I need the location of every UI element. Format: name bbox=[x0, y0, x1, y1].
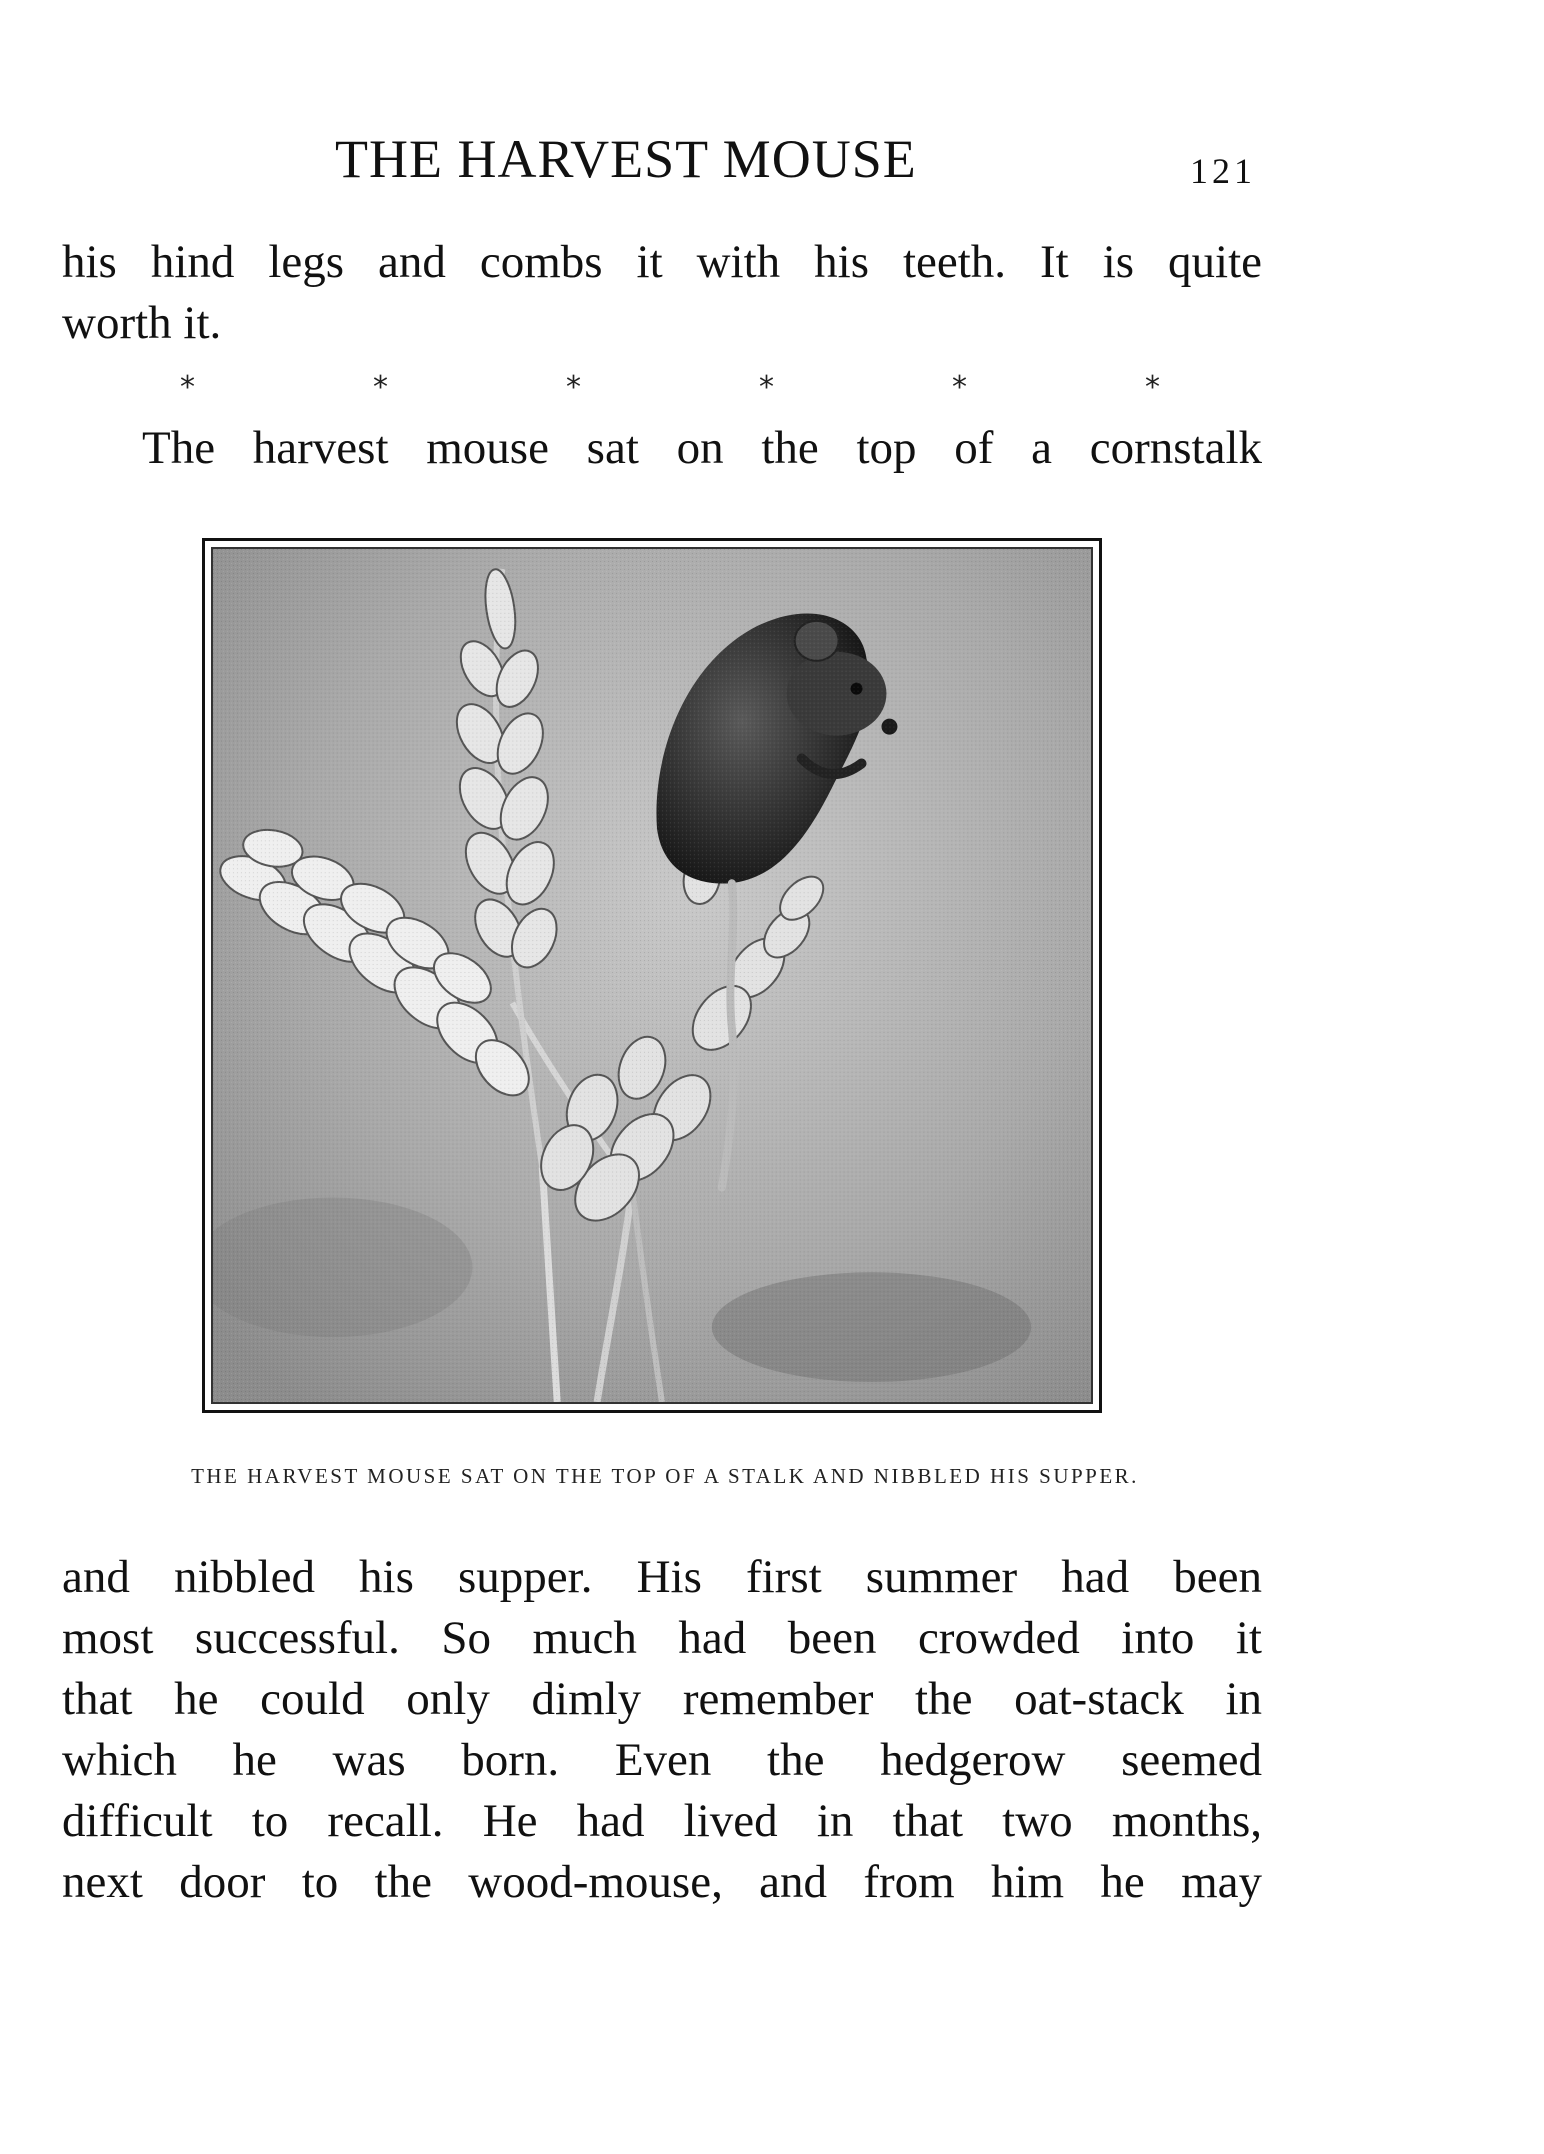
asterisk: * bbox=[373, 370, 388, 405]
asterisk: * bbox=[759, 370, 774, 405]
harvest-mouse-photo bbox=[211, 547, 1093, 1404]
asterisk: * bbox=[180, 370, 195, 405]
asterisk: * bbox=[1145, 370, 1160, 405]
top-paragraph bbox=[62, 232, 1262, 354]
paragraph-opening-line: The harvest mouse sat on the top of a cornstalk bbox=[142, 422, 1262, 474]
text-line: difficult to recall. He had lived in that two months, bbox=[62, 1795, 1262, 1847]
harvest-mouse-illustration bbox=[213, 549, 1091, 1402]
photo-plate-frame bbox=[202, 538, 1102, 1413]
text-line: most successful. So much had been crowded into it bbox=[62, 1612, 1262, 1664]
text-line: his hind legs and combs it with his teeth. It is quite bbox=[62, 236, 1262, 288]
text-line: and nibbled his supper. His first summer had been bbox=[62, 1551, 1262, 1603]
page-number: 121 bbox=[1190, 151, 1256, 191]
text-line: which he was born. Even the hedgerow seemed bbox=[62, 1734, 1262, 1786]
text-line: worth it. bbox=[62, 297, 222, 349]
running-head: THE HARVEST MOUSE bbox=[335, 129, 917, 189]
text-line: that he could only dimly remember the oat-stack in bbox=[62, 1673, 1262, 1725]
text-line: next door to the wood-mouse, and from him he may bbox=[62, 1856, 1262, 1908]
plate-caption: THE HARVEST MOUSE SAT ON THE TOP OF A STALK AND NIBBLED HIS SUPPER. bbox=[191, 1464, 1139, 1488]
asterisk: * bbox=[952, 370, 967, 405]
section-break bbox=[180, 370, 1160, 405]
bottom-paragraph bbox=[62, 1547, 1262, 1913]
asterisk: * bbox=[566, 370, 581, 405]
